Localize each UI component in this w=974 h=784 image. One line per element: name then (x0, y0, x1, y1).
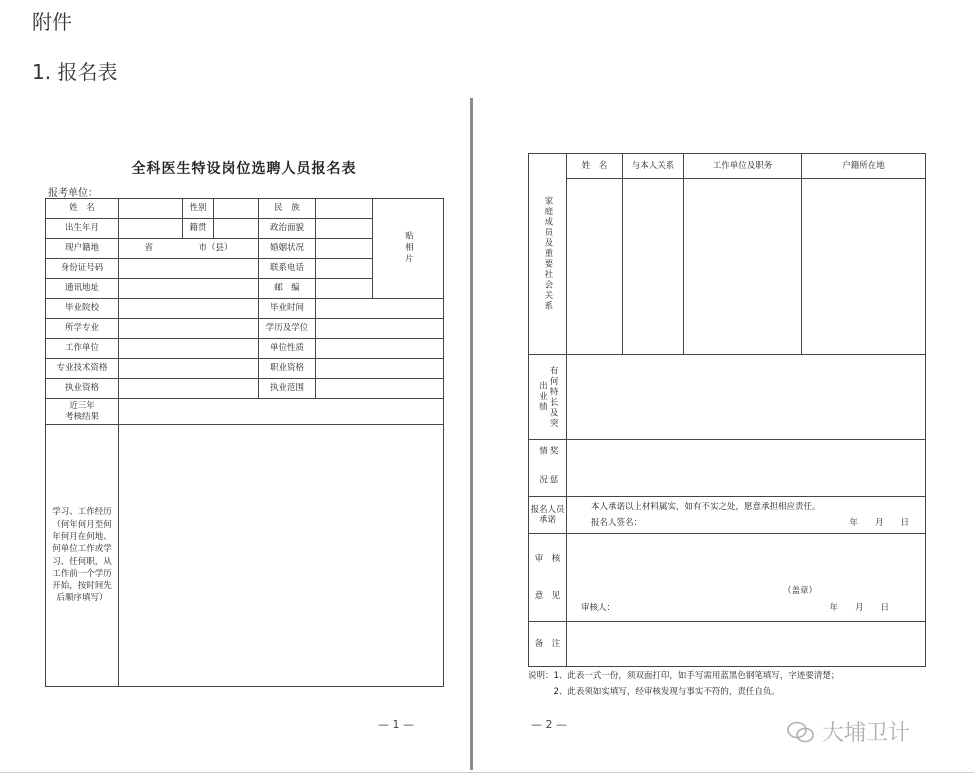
label-resume: 学习、工作经历（何年何月至何年何月在何地、何单位工作或学习、任何职，从工作前一个学历开始，按时间先后顺序填写） (46, 425, 119, 687)
field-tech-qual[interactable] (119, 359, 259, 379)
label-review (529, 534, 567, 622)
field-gender[interactable] (214, 199, 259, 219)
attachment-heading: 附件 (32, 10, 72, 34)
bottom-rule (0, 772, 974, 773)
label-degree: 学历及学位 (259, 319, 316, 339)
field-degree[interactable] (316, 319, 444, 339)
field-review (567, 534, 926, 622)
family-field-work[interactable] (684, 179, 802, 355)
label-remarks: 备 注 (529, 622, 567, 667)
label-eval-line2: 考核结果 (64, 411, 99, 422)
label-awards: 奖 惩 情 况 (529, 440, 567, 497)
family-col-work: 工作单位及职务 (684, 154, 802, 179)
field-phone[interactable] (316, 259, 373, 279)
review-date: 年 月 日 (829, 603, 889, 614)
pledge-text: 本人承诺以上材料属实，如有不实之处，愿意承担相应责任。 (591, 502, 821, 512)
field-major[interactable] (119, 319, 259, 339)
field-unit-nature[interactable] (316, 339, 444, 359)
note-1: 说明：1、此表一式一份，须双面打印，如手写需用蓝黑色钢笔填写，字迹要清楚； (528, 671, 840, 681)
field-political[interactable] (316, 219, 373, 239)
label-gender: 性别 (183, 199, 214, 219)
watermark (786, 716, 910, 747)
label-pledge: 报名人员承诺 (529, 497, 567, 534)
field-workplace[interactable] (119, 339, 259, 359)
photo-label: 贴相片 (403, 231, 414, 266)
label-family: 家庭成员及重要社会关系 (529, 154, 567, 355)
family-field-name[interactable] (567, 179, 623, 355)
field-practice-qual[interactable] (119, 379, 259, 399)
label-birth: 出生年月 (46, 219, 119, 239)
photo-box[interactable] (373, 199, 444, 299)
family-col-name: 姓 名 (567, 154, 623, 179)
wechat-icon (786, 720, 816, 744)
field-ethnicity[interactable] (316, 199, 373, 219)
label-practice-scope: 执业范围 (259, 379, 316, 399)
label-unit-nature: 单位性质 (259, 339, 316, 359)
page-divider (470, 98, 473, 770)
pledge-date: 年 月 日 (849, 518, 909, 529)
unit-label: 报考单位： (48, 188, 98, 199)
field-skills[interactable] (567, 355, 926, 440)
field-origin[interactable] (214, 219, 259, 239)
field-residence[interactable] (119, 239, 259, 259)
notes (528, 668, 839, 700)
label-evaluation (46, 399, 119, 425)
label-eval-line1: 近三年 (69, 400, 95, 411)
field-remarks[interactable] (567, 622, 926, 667)
field-job-qual[interactable] (316, 359, 444, 379)
label-review-2: 意 见 (534, 590, 561, 601)
field-address[interactable] (119, 279, 259, 299)
family-field-relation[interactable] (623, 179, 684, 355)
label-political: 政治面貌 (259, 219, 316, 239)
label-postcode: 邮 编 (259, 279, 316, 299)
page-number-1: — 1 — (378, 718, 414, 731)
label-review-1: 审 核 (534, 554, 561, 565)
field-id[interactable] (119, 259, 259, 279)
field-grad-time[interactable] (316, 299, 444, 319)
label-origin: 籍贯 (183, 219, 214, 239)
family-field-residence[interactable] (802, 179, 926, 355)
watermark-text: 大埔卫计 (822, 721, 911, 746)
field-school[interactable] (119, 299, 259, 319)
label-skills: 有何特长及突出业绩 (529, 355, 567, 440)
field-birth[interactable] (119, 219, 183, 239)
family-col-residence: 户籍所在地 (802, 154, 926, 179)
registration-table-page1 (45, 198, 444, 687)
family-col-relation: 与本人关系 (623, 154, 684, 179)
field-pledge (567, 497, 926, 534)
form-title: 全科医生特设岗位选聘人员报名表 (131, 161, 357, 177)
label-marital: 婚姻状况 (259, 239, 316, 259)
field-practice-scope[interactable] (316, 379, 444, 399)
field-marital[interactable] (316, 239, 373, 259)
label-practice-qual: 执业资格 (46, 379, 119, 399)
field-name[interactable] (119, 199, 183, 219)
field-postcode[interactable] (316, 279, 373, 299)
pledge-sign: 报名人签名： (591, 518, 643, 529)
label-tech-qual: 专业技术资格 (46, 359, 119, 379)
label-address: 通讯地址 (46, 279, 119, 299)
review-seal: （盖章） (783, 586, 818, 597)
label-job-qual: 职业资格 (259, 359, 316, 379)
form-item-heading: 1. 报名表 (32, 60, 118, 84)
label-phone: 联系电话 (259, 259, 316, 279)
label-grad-time: 毕业时间 (259, 299, 316, 319)
label-school: 毕业院校 (46, 299, 119, 319)
registration-table-page2 (528, 153, 926, 667)
label-workplace: 工作单位 (46, 339, 119, 359)
field-resume[interactable] (119, 425, 444, 687)
label-name: 姓 名 (46, 199, 119, 219)
review-reviewer: 审核人： (581, 603, 616, 614)
field-awards[interactable] (567, 440, 926, 497)
note-2: 2、此表须如实填写，经审核发现与事实不符的，责任自负。 (528, 687, 780, 698)
province-label: 省 (144, 243, 154, 254)
field-evaluation[interactable] (119, 399, 444, 425)
label-ethnicity: 民 族 (259, 199, 316, 219)
page-number-2: — 2 — (531, 718, 567, 731)
label-residence: 现户籍地 (46, 239, 119, 259)
city-label: 市（县） (198, 243, 233, 254)
label-major: 所学专业 (46, 319, 119, 339)
label-id: 身份证号码 (46, 259, 119, 279)
